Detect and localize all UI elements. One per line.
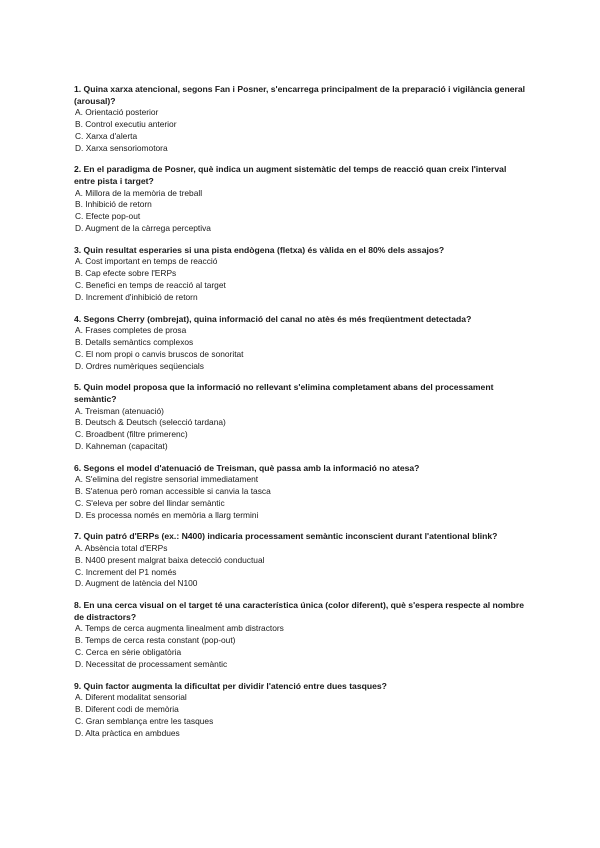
question-text: 2. En el paradigma de Posner, què indica un augment sistemàtic del temps de reacció quan creix l'interval entre pista i target?	[74, 164, 507, 186]
question-text: 5. Quin model proposa que la informació no rellevant s'elimina completament abans del processament semàntic?	[74, 382, 494, 404]
option-d: D. Es processa només en memòria a llarg termini	[75, 509, 259, 520]
option-b: B. S'atenua però roman accessible si canvia la tasca	[75, 486, 271, 497]
option-d: D. Xarxa sensoriomotora	[75, 142, 168, 153]
option-a: A. Frases completes de prosa	[75, 325, 187, 336]
question-2	[74, 164, 526, 234]
option-b: B. Detalls semàntics complexos	[75, 336, 194, 347]
option-c: C. El nom propi o canvis bruscos de sonoritat	[75, 348, 244, 359]
option-c: C. Efecte pop-out	[75, 211, 141, 222]
question-text: 9. Quin factor augmenta la dificultat per dividir l'atenció entre dues tasques?	[74, 680, 387, 691]
option-d: D. Augment de latència del N100	[75, 578, 198, 589]
option-d: D. Augment de la càrrega perceptiva	[75, 222, 211, 233]
option-b: B. Diferent codi de memòria	[75, 704, 179, 715]
option-a: A. Millora de la memòria de treball	[75, 187, 203, 198]
question-text: 1. Quina xarxa atencional, segons Fan i Posner, s'encarrega principalment de la preparació i vigilància general (arousal)?	[74, 84, 525, 106]
option-b: B. Cap efecte sobre l'ERPs	[75, 268, 177, 279]
option-b: B. Temps de cerca resta constant (pop-out)	[75, 635, 236, 646]
option-c: C. Xarxa d'alerta	[75, 130, 138, 141]
question-text: 8. En una cerca visual on el target té una característica única (color diferent), què s'espera respecte al nombre de distractors?	[74, 600, 525, 622]
option-list	[74, 107, 526, 154]
option-list	[74, 474, 526, 521]
option-list	[74, 623, 526, 670]
option-b: B. Deutsch & Deutsch (selecció tardana)	[75, 417, 226, 428]
question-6	[74, 463, 526, 522]
question-text: 3. Quin resultat esperaries si una pista endògena (fletxa) és vàlida en el 80% dels assajos?	[74, 244, 445, 255]
option-d: D. Increment d'inhibició de retorn	[75, 291, 198, 302]
question-5	[74, 382, 526, 452]
question-text: 7. Quin patró d'ERPs (ex.: N400) indicaria processament semàntic inconscient durant l'atentional blink?	[74, 531, 498, 542]
option-c: C. Increment del P1 només	[75, 566, 177, 577]
option-a: A. Diferent modalitat sensorial	[75, 692, 187, 703]
option-d: D. Ordres numèriques seqüencials	[75, 360, 204, 371]
option-b: B. Inhibició de retorn	[75, 199, 152, 210]
question-8	[74, 600, 526, 670]
option-b: B. Control executiu anterior	[75, 118, 177, 129]
question-text: 6. Segons el model d'atenuació de Treisman, què passa amb la informació no atesa?	[74, 462, 420, 473]
question-3	[74, 245, 526, 304]
option-a: A. Temps de cerca augmenta linealment amb distractors	[75, 623, 284, 634]
question-list	[74, 84, 526, 749]
option-a: A. Orientació posterior	[75, 107, 159, 118]
option-a: A. Treisman (atenuació)	[75, 405, 164, 416]
option-d: D. Kahneman (capacitat)	[75, 440, 168, 451]
option-b: B. N400 present malgrat baixa detecció conductual	[75, 554, 265, 565]
option-list	[74, 188, 526, 235]
question-7	[74, 531, 526, 590]
option-list	[74, 256, 526, 303]
option-c: C. Broadbent (filtre primerenc)	[75, 429, 188, 440]
option-list	[74, 543, 526, 590]
option-list	[74, 692, 526, 739]
question-4	[74, 314, 526, 373]
option-c: C. Benefici en temps de reacció al target	[75, 279, 226, 290]
option-list	[74, 325, 526, 372]
question-9	[74, 681, 526, 740]
option-a: A. Absència total d'ERPs	[75, 543, 168, 554]
option-d: D. Necessitat de processament semàntic	[75, 658, 228, 669]
option-d: D. Alta pràctica en ambdues	[75, 727, 180, 738]
option-c: C. Gran semblança entre les tasques	[75, 715, 214, 726]
option-c: C. Cerca en sèrie obligatòria	[75, 647, 182, 658]
option-a: A. S'elimina del registre sensorial immediatament	[75, 474, 259, 485]
question-1	[74, 84, 526, 154]
option-c: C. S'eleva per sobre del llindar semàntic	[75, 497, 225, 508]
question-text: 4. Segons Cherry (ombrejat), quina informació del canal no atès és més freqüentment detectada?	[74, 313, 472, 324]
option-a: A. Cost important en temps de reacció	[75, 256, 218, 267]
option-list	[74, 406, 526, 453]
